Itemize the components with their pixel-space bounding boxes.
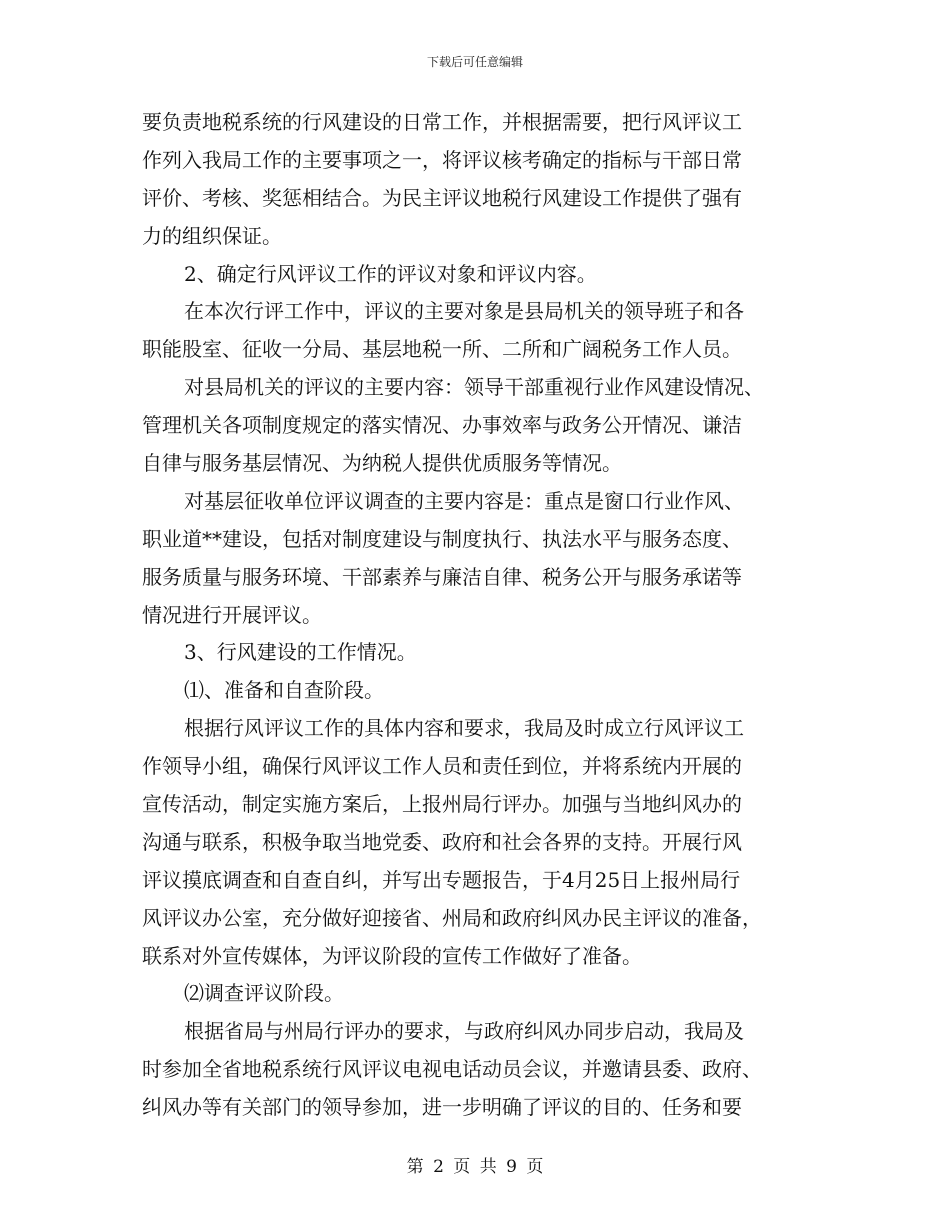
text-line: 对县局机关的评议的主要内容：领导干部重视行业作风建设情况、 (184, 375, 764, 400)
text-line: 力的组织保证。 (142, 223, 282, 248)
text-line: 风评议办公室，充分做好迎接省、州局和政府纠风办民主评议的准备， (142, 905, 762, 930)
text-line: 2、确定行风评议工作的评议对象和评议内容。 (184, 261, 597, 286)
document-body (142, 104, 812, 1127)
text-line: 职能股室、征收一分局、基层地税一所、二所和广阔税务工作人员。 (142, 337, 742, 362)
text-line: 纠风办等有关部门的领导参加，进一步明确了评议的目的、任务和要 (142, 1095, 742, 1120)
text-line: 评议摸底调查和自查自纠，并写出专题报告，于4月25日上报州局行 (142, 867, 741, 892)
text-line: 自律与服务基层情况、为纳税人提供优质服务等情况。 (142, 451, 622, 476)
text-line: 职业道**建设，包括对制度建设与制度执行、执法水平与服务态度、 (142, 526, 742, 551)
page-header: 下载后可任意编辑 (426, 55, 523, 69)
text-line: 评价、考核、奖惩相结合。为民主评议地税行风建设工作提供了强有 (142, 185, 742, 210)
text-line: 作领导小组，确保行风评议工作人员和责任到位，并将系统内开展的 (142, 754, 742, 779)
text-line: 服务质量与服务环境、干部素养与廉洁自律、税务公开与服务承诺等 (142, 564, 742, 589)
text-line: 作列入我局工作的主要事项之一，将评议核考确定的指标与干部日常 (142, 147, 742, 172)
text-line: 宣传活动，制定实施方案后，上报州局行评办。加强与当地纠风办的 (142, 792, 742, 817)
text-line: 根据行风评议工作的具体内容和要求，我局及时成立行风评议工 (184, 716, 744, 741)
text-line: ⑴、准备和自查阶段。 (184, 678, 384, 703)
text-line: ⑵调查评议阶段。 (184, 981, 344, 1006)
text-line: 联系对外宣传媒体，为评议阶段的宣传工作做好了准备。 (142, 943, 642, 968)
text-line: 3、行风建设的工作情况。 (184, 640, 417, 665)
text-line: 要负责地税系统的行风建设的日常工作，并根据需要，把行风评议工 (142, 110, 742, 134)
text-line: 管理机关各项制度规定的落实情况、办事效率与政务公开情况、谦洁 (142, 413, 742, 438)
text-line: 对基层征收单位评议调查的主要内容是：重点是窗口行业作风、 (184, 488, 744, 513)
text-line: 时参加全省地税系统行风评议电视电话动员会议，并邀请县委、政府、 (142, 1057, 762, 1082)
text-line: 根据省局与州局行评办的要求，与政府纠风办同步启动，我局及 (184, 1019, 744, 1044)
page-number-footer: 第 2 页 共 9 页 (406, 1157, 544, 1177)
text-line: 情况进行开展评议。 (142, 602, 322, 627)
text-line: 在本次行评工作中，评议的主要对象是县局机关的领导班子和各 (184, 299, 744, 324)
text-line: 沟通与联系，积极争取当地党委、政府和社会各界的支持。开展行风 (142, 829, 742, 854)
